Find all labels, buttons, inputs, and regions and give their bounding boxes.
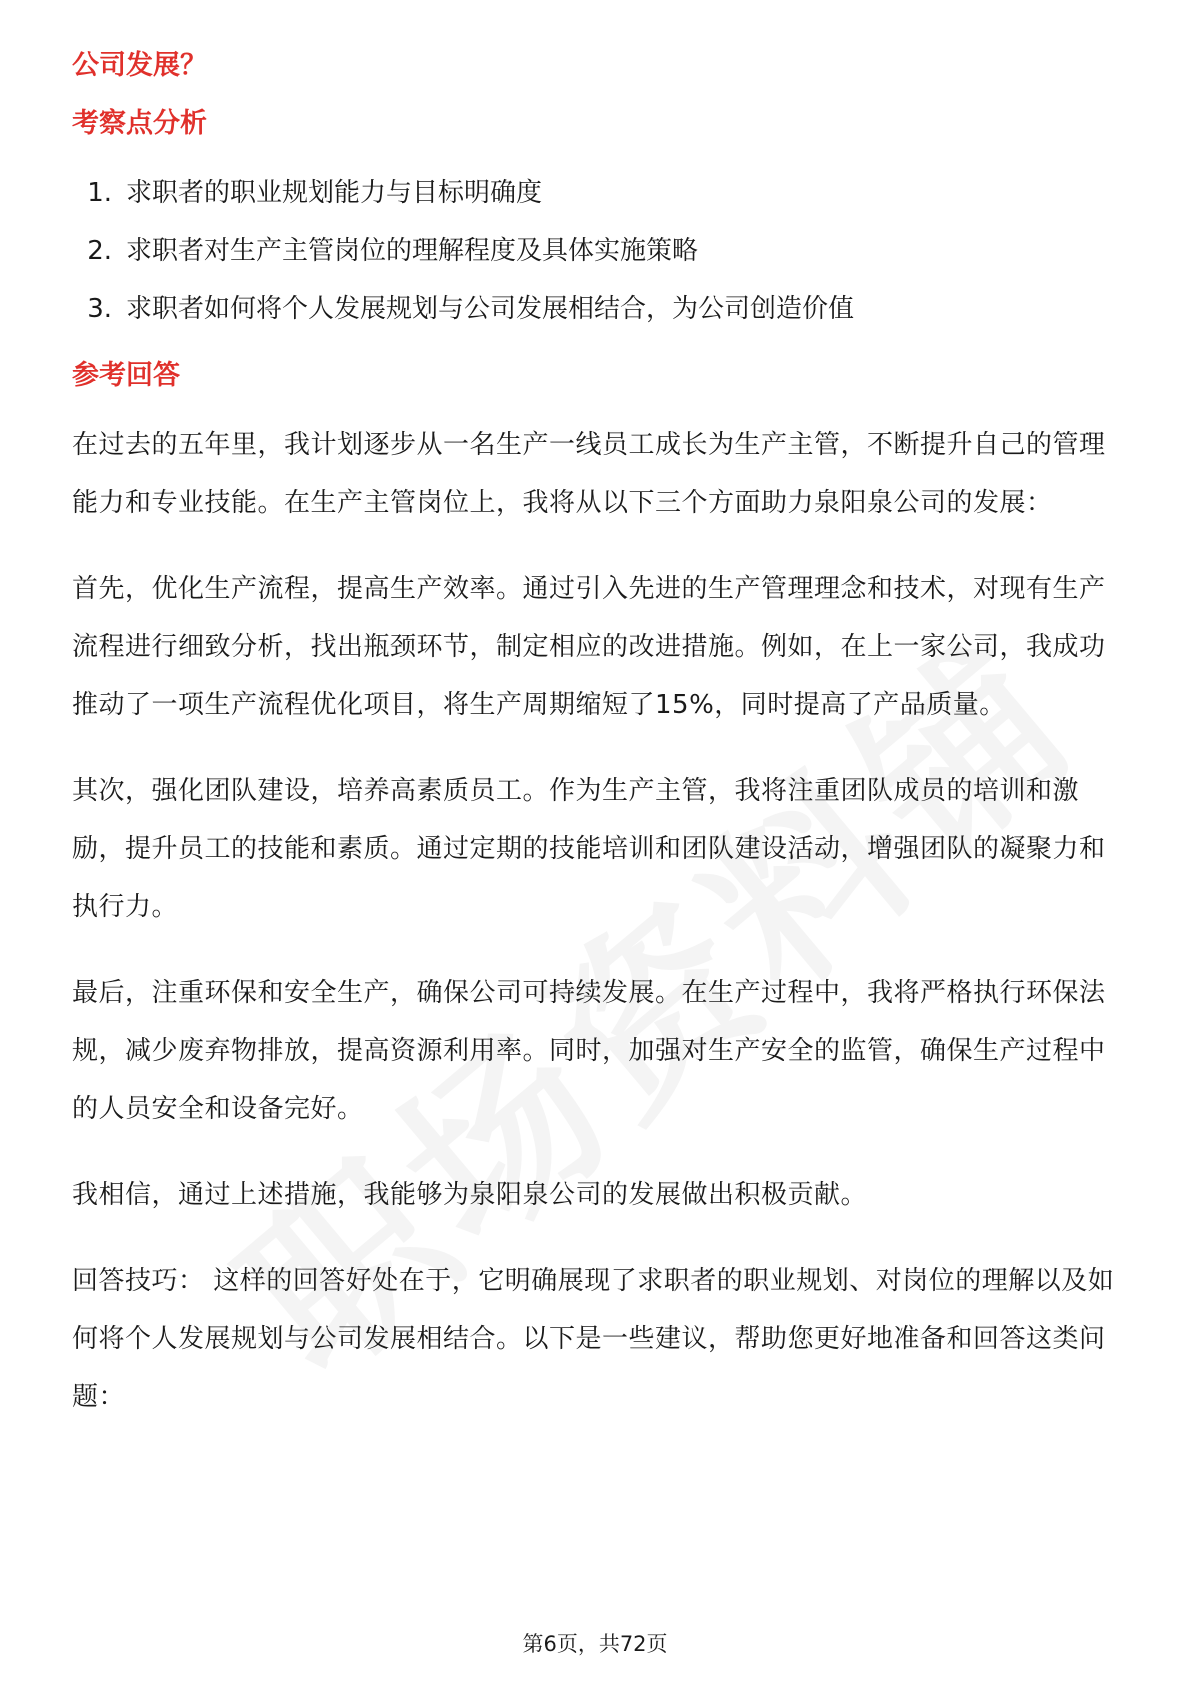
analysis-heading: 考察点分析 <box>72 108 207 139</box>
list-number: 1. <box>87 178 112 208</box>
answer-paragraph-conclusion: 我相信，通过上述措施，我能够为泉阳泉公司的发展做出积极贡献。 <box>72 1180 868 1210</box>
list-text: 求职者对生产主管岗位的理解程度及具体实施策略 <box>126 236 699 266</box>
page-number-footer: 第6页，共72页 <box>522 1632 668 1656</box>
list-item <box>72 164 1122 222</box>
answer-paragraph-intro: 在过去的五年里，我计划逐步从一名生产一线员工成长为生产主管，不断提升自己的管理能力和专业技能。在生产主管岗位上，我将从以下三个方面助力泉阳泉公司的发展： <box>72 430 1106 518</box>
answer-tips-paragraph: 回答技巧： 这样的回答好处在于，它明确展现了求职者的职业规划、对岗位的理解以及如何将个人发展规划与公司发展相结合。以下是一些建议，帮助您更好地准备和回答这类问题： <box>72 1266 1115 1412</box>
answer-paragraph-first: 首先，优化生产流程，提高生产效率。通过引入先进的生产管理理念和技术，对现有生产流程进行细致分析，找出瓶颈环节，制定相应的改进措施。例如，在上一家公司，我成功推动了一项生产流程优化项目，将生产周期缩短了15%，同时提高了产品质量。 <box>72 574 1106 720</box>
list-number: 2. <box>87 236 112 266</box>
question-heading-tail: 公司发展？ <box>72 50 207 81</box>
analysis-list <box>72 164 1122 338</box>
answer-paragraph-second: 其次，强化团队建设，培养高素质员工。作为生产主管，我将注重团队成员的培训和激励，提升员工的技能和素质。通过定期的技能培训和团队建设活动，增强团队的凝聚力和执行力。 <box>72 776 1106 922</box>
list-text: 求职者的职业规划能力与目标明确度 <box>126 178 543 208</box>
list-item <box>72 222 1122 280</box>
answer-paragraph-last: 最后，注重环保和安全生产，确保公司可持续发展。在生产过程中，我将严格执行环保法规，减少废弃物排放，提高资源利用率。同时，加强对生产安全的监管，确保生产过程中的人员安全和设备完好。 <box>72 978 1106 1124</box>
list-number: 3. <box>87 294 112 324</box>
list-text: 求职者如何将个人发展规划与公司发展相结合，为公司创造价值 <box>126 294 855 324</box>
list-item <box>72 280 1122 338</box>
page-content <box>72 46 1122 1454</box>
reference-heading: 参考回答 <box>72 360 180 391</box>
